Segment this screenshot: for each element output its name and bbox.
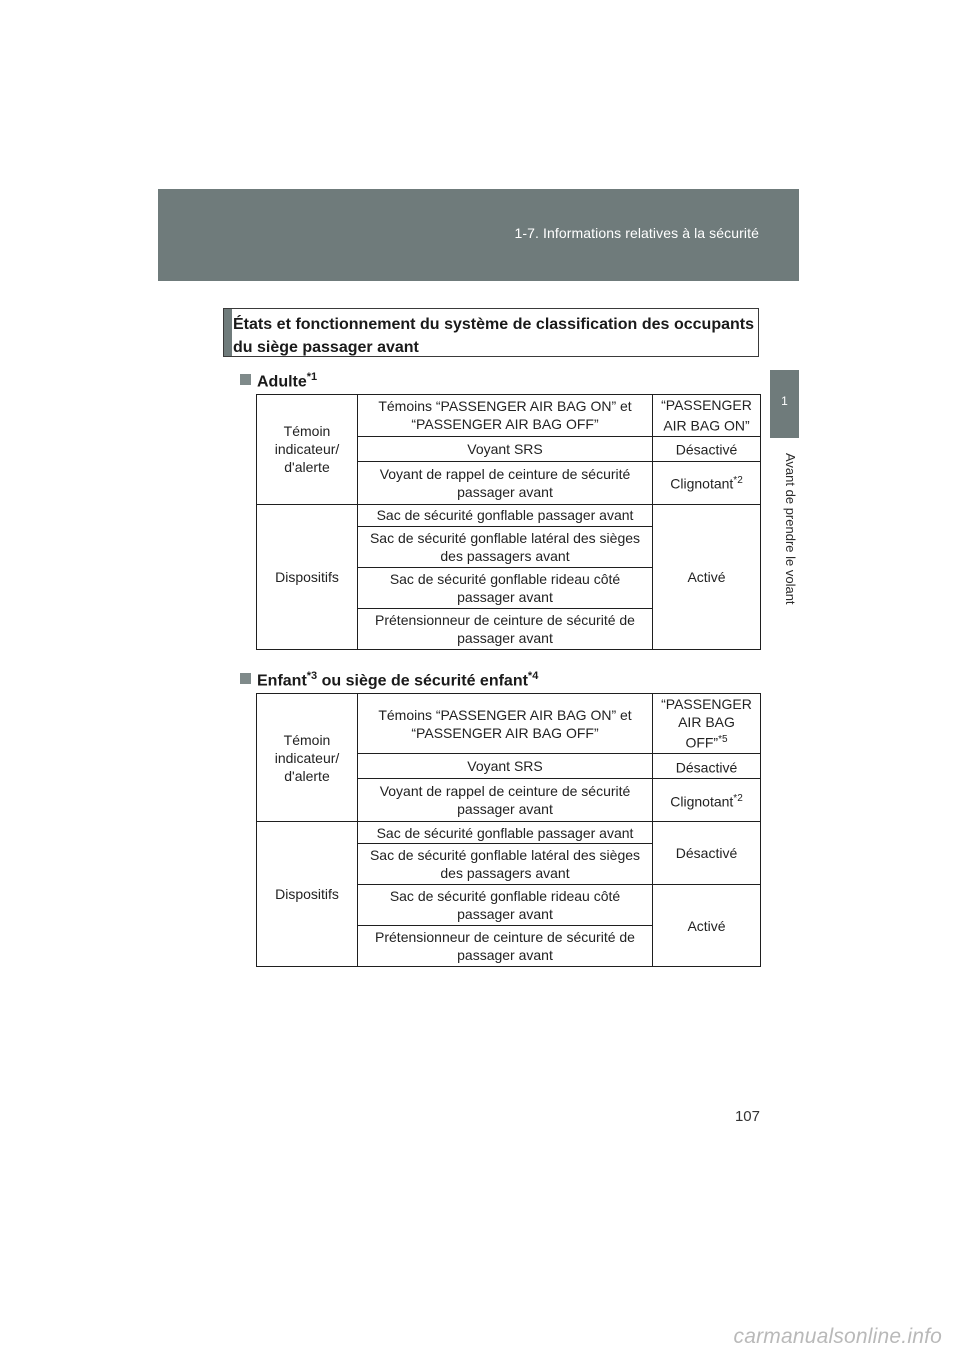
item-cell: Sac de sécurité gonflable rideau côté passager avant: [358, 567, 653, 608]
table-row: [257, 504, 761, 526]
child-title-mid: ou siège de sécurité enfant: [317, 672, 528, 690]
heading-accent-bar: [224, 309, 232, 356]
child-table: [256, 693, 761, 967]
devices-label-cell: Dispositifs: [257, 822, 358, 967]
item-cell: Prétensionneur de ceinture de sécurité de passager avant: [358, 608, 653, 649]
item-cell: Sac de sécurité gonflable rideau côté passager avant: [358, 885, 653, 926]
indicator-label-cell: Témoin indicateur/ d'alerte: [257, 694, 358, 822]
chapter-side-tab: [770, 370, 799, 438]
bullet-square-icon: [240, 673, 251, 684]
item-cell: Sac de sécurité gonflable latéral des sièges des passagers avant: [358, 526, 653, 567]
adult-table: [256, 394, 761, 650]
adult-title-footnote: *1: [306, 371, 318, 383]
page-number: 107: [734, 1108, 760, 1125]
item-cell: Prétensionneur de ceinture de sécurité de passager avant: [358, 926, 653, 967]
child-subheading: [240, 670, 538, 690]
watermark-text: carmanualsonline.info: [733, 1325, 942, 1348]
state-cell: “PASSENGER AIR BAG OFF”$^{*5}$: [653, 694, 761, 754]
child-title-footnote-2: *4: [527, 670, 539, 682]
adult-title: Adulte: [257, 373, 307, 391]
item-cell: Témoins “PASSENGER AIR BAG ON” et “PASSENGER AIR BAG OFF”: [358, 694, 653, 754]
item-cell: Sac de sécurité gonflable passager avant: [358, 504, 653, 526]
item-cell: Voyant SRS: [358, 754, 653, 779]
chapter-section-title: 1-7. Informations relatives à la sécurité: [514, 225, 759, 241]
state-cell: Désactivé: [653, 754, 761, 779]
child-title-footnote-1: *3: [306, 670, 318, 682]
indicator-label-cell: Témoin indicateur/ d'alerte: [257, 395, 358, 505]
child-title-pre: Enfant: [257, 672, 307, 690]
adult-subheading: [240, 371, 317, 391]
chapter-side-label: Avant de prendre le volant: [783, 453, 798, 605]
state-cell: “PASSENGER AIR BAG ON”: [653, 395, 761, 437]
item-cell: Témoins “PASSENGER AIR BAG ON” et “PASSENGER AIR BAG OFF”: [358, 395, 653, 437]
state-cell: Clignotant$^{*2}$: [653, 779, 761, 822]
section-title: États et fonctionnement du système de classification des occupants du siège passager avant: [233, 316, 754, 356]
chapter-number: 1: [781, 394, 788, 408]
item-cell: Voyant de rappel de ceinture de sécurité passager avant: [358, 461, 653, 504]
bullet-square-icon: [240, 374, 251, 385]
chapter-header-band: [158, 189, 799, 281]
state-cell: Désactivé: [653, 436, 761, 461]
state-cell: Activé: [653, 885, 761, 967]
state-cell: Désactivé: [653, 822, 761, 885]
item-cell: Sac de sécurité gonflable passager avant: [358, 822, 653, 844]
table-row: [257, 694, 761, 754]
item-cell: Voyant SRS: [358, 436, 653, 461]
item-cell: Voyant de rappel de ceinture de sécurité passager avant: [358, 779, 653, 822]
state-cell: Activé: [653, 504, 761, 649]
table-row: [257, 395, 761, 437]
devices-label-cell: Dispositifs: [257, 504, 358, 649]
state-cell: Clignotant$^{*2}$: [653, 461, 761, 504]
section-heading-box: [223, 308, 759, 357]
item-cell: Sac de sécurité gonflable latéral des sièges des passagers avant: [358, 844, 653, 885]
table-row: [257, 822, 761, 844]
